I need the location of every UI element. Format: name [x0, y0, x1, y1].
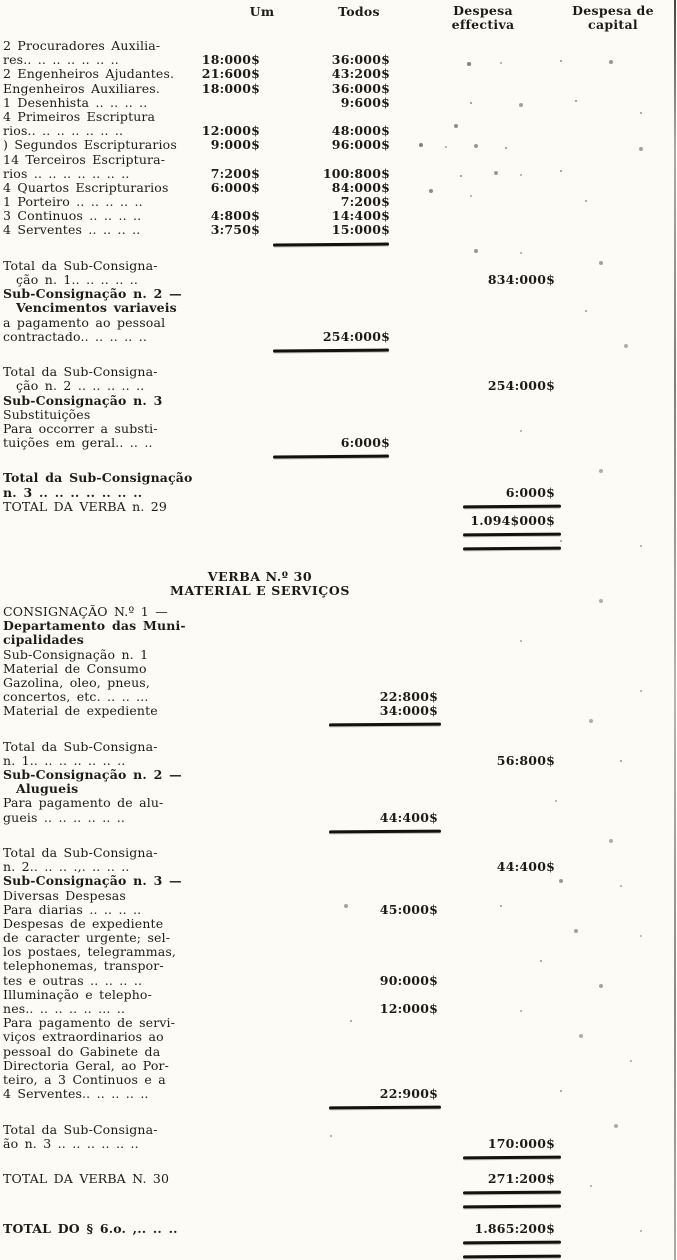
doc-line	[0, 1002, 677, 1016]
line-text: los postaes, telegrammas,	[3, 944, 177, 960]
amount-todos: 12:000$	[379, 1001, 438, 1016]
doc-line	[0, 301, 677, 315]
doc-line	[0, 365, 677, 379]
amount-todos: 36:000$	[331, 80, 390, 96]
amount-despesa-effectiva: 1.094$000$	[470, 513, 555, 528]
amount-todos: 96:000$	[331, 137, 390, 153]
doc-line	[0, 945, 677, 959]
hand-inked-rule	[329, 723, 441, 727]
line-text: TOTAL DA VERBA N. 30	[3, 1171, 170, 1187]
doc-line	[0, 124, 677, 138]
line-text: nes.. .. .. .. .. ... ..	[3, 1001, 126, 1016]
rule-line	[0, 1200, 677, 1214]
column-header-um: Um	[249, 4, 275, 19]
doc-line	[0, 570, 677, 584]
amount-todos: 6:000$	[340, 435, 390, 451]
line-text: n. 3 .. .. .. .. .. .. ..	[3, 484, 143, 500]
doc-line	[0, 379, 677, 393]
amount-todos: 22:900$	[379, 1086, 438, 1102]
scan-noise-speckles	[0, 0, 2, 2]
hand-inked-rule	[463, 1205, 561, 1209]
line-text: ção n. 2 .. .. .. .. ..	[16, 378, 145, 394]
amount-despesa-effectiva: 271:200$	[487, 1171, 555, 1187]
doc-line	[0, 96, 677, 110]
doc-line	[0, 1045, 677, 1059]
doc-line	[0, 53, 677, 67]
hand-inked-rule	[463, 547, 561, 551]
doc-line	[0, 1123, 677, 1137]
doc-line	[0, 514, 677, 528]
line-text: tuições em geral.. .. ..	[3, 435, 153, 451]
hand-inked-rule	[273, 348, 389, 352]
line-text: 2 Engenheiros Ajudantes.	[3, 66, 175, 82]
line-text: 4 Serventes.. .. .. .. ..	[3, 1086, 149, 1102]
doc-line	[0, 39, 677, 53]
amount-todos: 100:800$	[322, 165, 390, 181]
hand-inked-rule	[463, 1191, 561, 1195]
doc-line	[0, 471, 677, 485]
amount-todos: 254:000$	[322, 328, 390, 344]
line-text: TOTAL DO § 6.o. ,.. .. ..	[3, 1220, 178, 1236]
column-headers	[0, 0, 677, 38]
document-lines	[0, 39, 677, 1260]
amount-despesa-effectiva: 170:000$	[487, 1135, 555, 1151]
line-text: a pagamento ao pessoal	[3, 314, 166, 330]
hand-inked-rule	[463, 1255, 561, 1259]
doc-line	[0, 422, 677, 436]
amount-um: 7:200$	[210, 165, 260, 181]
hand-inked-rule	[463, 504, 561, 508]
hand-inked-rule	[463, 1155, 561, 1159]
amount-um: 4:800$	[210, 208, 260, 224]
amount-um: 3:750$	[210, 222, 260, 238]
doc-line	[0, 931, 677, 945]
line-text: 4 Serventes .. .. .. ..	[3, 222, 141, 238]
amount-despesa-effectiva: 254:000$	[487, 378, 555, 394]
doc-line	[0, 500, 677, 514]
line-text: Para pagamento de alu-	[3, 795, 164, 811]
line-text: Sub-Consignação n. 1	[3, 646, 149, 662]
line-text: 14 Terceiros Escriptura-	[3, 151, 166, 167]
doc-line	[0, 605, 677, 619]
line-text: Total da Sub-Consigna-	[3, 844, 158, 860]
line-text: contractado.. .. .. .. ..	[3, 328, 147, 344]
hand-inked-rule	[273, 242, 389, 246]
doc-line	[0, 209, 677, 223]
line-text: Material de Consumo	[3, 660, 147, 676]
amount-despesa-effectiva: 1.865:200$	[474, 1220, 555, 1236]
doc-line	[0, 1137, 677, 1151]
line-text: Total da Sub-Consigna-	[3, 738, 158, 754]
doc-line	[0, 1016, 677, 1030]
amount-despesa-effectiva: 44:400$	[496, 859, 555, 875]
doc-line	[0, 633, 677, 647]
hand-inked-rule	[463, 533, 561, 537]
amount-todos: 36:000$	[331, 52, 390, 68]
amount-despesa-effectiva: 834:000$	[487, 272, 555, 287]
line-text: 1 Porteiro .. .. .. .. ..	[3, 194, 143, 210]
line-text: Sub-Consignação n. 3 —	[3, 873, 182, 889]
line-text: Total da Sub-Consigna-	[3, 1121, 158, 1137]
amount-todos: 22:800$	[379, 689, 438, 705]
amount-todos: 90:000$	[379, 972, 438, 988]
doc-line	[0, 619, 677, 633]
line-text: Substituições	[3, 406, 91, 422]
line-text: ção n. 1.. .. .. .. ..	[16, 272, 139, 287]
section-heading: MATERIAL E SERVIÇOS	[170, 582, 350, 598]
doc-line	[0, 486, 677, 500]
amount-um: 18:000$	[201, 80, 260, 96]
doc-line	[0, 676, 677, 690]
doc-line	[0, 740, 677, 754]
doc-line	[0, 796, 677, 810]
column-header-todos: Todos	[338, 4, 380, 19]
line-text: 1 Desenhista .. .. .. ..	[3, 94, 148, 110]
amount-um: 12:000$	[201, 123, 260, 139]
doc-line	[0, 874, 677, 888]
rule-line	[0, 1186, 677, 1200]
amount-todos: 84:000$	[331, 179, 390, 195]
line-text: n. 1.. .. .. .. .. .. ..	[3, 752, 126, 768]
amount-todos: 9:600$	[340, 94, 390, 110]
hand-inked-rule	[463, 1240, 561, 1244]
doc-line	[0, 138, 677, 152]
doc-line	[0, 1087, 677, 1101]
line-text: Total da Sub-Consignação	[3, 470, 193, 486]
doc-line	[0, 846, 677, 860]
doc-line	[0, 394, 677, 408]
doc-line	[0, 811, 677, 825]
doc-line	[0, 273, 677, 287]
rule-line	[0, 825, 677, 839]
line-text: ão n. 3 .. .. .. .. .. ..	[3, 1135, 139, 1151]
line-text: Para pagamento de servi-	[3, 1015, 176, 1031]
doc-line	[0, 82, 677, 96]
rule-line	[0, 450, 677, 464]
doc-line	[0, 662, 677, 676]
doc-line	[0, 860, 677, 874]
line-text: Para occorrer a substi-	[3, 420, 158, 436]
doc-line	[0, 287, 677, 301]
amount-um: 21:600$	[201, 66, 260, 82]
amount-todos: 15:000$	[331, 222, 390, 238]
line-text: Sub-Consignação n. 3	[3, 392, 163, 408]
amount-um: 6:000$	[210, 179, 260, 195]
amount-um: 9:000$	[210, 137, 260, 153]
doc-line	[0, 754, 677, 768]
line-text: CONSIGNAÇÃO N.º 1 —	[3, 603, 168, 619]
line-text: 4 Quartos Escripturarios	[3, 179, 169, 195]
rule-line	[0, 718, 677, 732]
line-text: Directoria Geral, ao Por-	[3, 1057, 170, 1073]
line-text: telephonemas, transpor-	[3, 958, 164, 974]
doc-line	[0, 110, 677, 124]
doc-line	[0, 782, 677, 796]
line-text: Total da Sub-Consigna-	[3, 364, 158, 380]
doc-line	[0, 584, 677, 598]
line-text: Engenheiros Auxiliares.	[3, 80, 160, 96]
doc-line	[0, 768, 677, 782]
doc-line	[0, 223, 677, 237]
doc-line	[0, 1030, 677, 1044]
rule-line	[0, 344, 677, 358]
amount-um: 18:000$	[201, 52, 260, 68]
line-text: Sub-Consignação n. 2 —	[3, 286, 182, 302]
doc-line	[0, 316, 677, 330]
line-text: 4 Primeiros Escriptura	[3, 108, 156, 124]
rule-line	[0, 1151, 677, 1165]
rule-line	[0, 1250, 677, 1260]
amount-todos: 34:000$	[379, 703, 438, 719]
doc-line	[0, 959, 677, 973]
doc-line	[0, 1222, 677, 1236]
line-text: Para diarias .. .. .. ..	[3, 901, 142, 917]
line-text: ) Segundos Escripturarios	[3, 137, 177, 153]
doc-line	[0, 889, 677, 903]
line-text: rios.. .. .. .. .. .. ..	[3, 123, 124, 139]
doc-line	[0, 67, 677, 81]
doc-line	[0, 974, 677, 988]
amount-despesa-effectiva: 56:800$	[496, 752, 555, 768]
line-text: n. 2.. .. .. .,. .. .. ..	[3, 859, 130, 875]
line-text: 2 Procuradores Auxilia-	[3, 38, 161, 53]
amount-todos: 44:400$	[379, 809, 438, 825]
section-heading: VERBA N.º 30	[207, 568, 313, 584]
amount-todos: 14:400$	[331, 208, 390, 224]
amount-todos: 7:200$	[340, 194, 390, 210]
doc-line	[0, 181, 677, 195]
doc-line	[0, 259, 677, 273]
line-text: res.. .. .. .. .. .. ..	[3, 52, 119, 68]
rule-line	[0, 1101, 677, 1115]
line-text: Diversas Despesas	[3, 887, 126, 903]
line-text: concertos, etc. .. .. ...	[3, 689, 149, 705]
line-text: TOTAL DA VERBA n. 29	[3, 498, 168, 514]
amount-todos: 48:000$	[331, 123, 390, 139]
doc-line	[0, 1073, 677, 1087]
doc-line	[0, 704, 677, 718]
doc-line	[0, 988, 677, 1002]
rule-line	[0, 238, 677, 252]
amount-despesa-effectiva: 6:000$	[505, 484, 555, 500]
doc-line	[0, 330, 677, 344]
line-text: Total da Sub-Consigna-	[3, 257, 158, 273]
rule-line	[0, 1236, 677, 1250]
line-text: 3 Continuos .. .. .. ..	[3, 208, 142, 224]
line-text: Illuminação e telepho-	[3, 986, 152, 1002]
line-text: Despesas de expediente	[3, 915, 164, 931]
rule-line	[0, 528, 677, 542]
column-header-despesa-effectiva: Despesa effectiva	[451, 3, 515, 32]
doc-line	[0, 1172, 677, 1186]
line-text: Material de expediente	[3, 703, 158, 719]
doc-line	[0, 195, 677, 209]
line-text: Gazolina, oleo, pneus,	[3, 674, 150, 690]
line-text: teiro, a 3 Continuos e a	[3, 1071, 166, 1087]
line-text: rios .. .. .. .. .. .. ..	[3, 165, 130, 181]
doc-line	[0, 1059, 677, 1073]
line-text: Sub-Consignação n. 2 —	[3, 767, 182, 782]
doc-line	[0, 648, 677, 662]
doc-line	[0, 690, 677, 704]
amount-todos: 43:200$	[331, 66, 390, 82]
column-header-despesa-de-capital: Despesa de capital	[572, 3, 654, 32]
hand-inked-rule	[329, 1106, 441, 1110]
line-text: gueis .. .. .. .. .. ..	[3, 809, 126, 825]
line-text: pessoal do Gabinete da	[3, 1043, 161, 1059]
doc-line	[0, 167, 677, 181]
line-text: viços extraordinarios ao	[3, 1029, 164, 1045]
doc-line	[0, 436, 677, 450]
rule-line	[0, 542, 677, 556]
line-text: cipalidades	[3, 632, 84, 648]
doc-line	[0, 408, 677, 422]
hand-inked-rule	[329, 829, 441, 833]
hand-inked-rule	[273, 455, 389, 459]
doc-line	[0, 903, 677, 917]
line-text: Vencimentos variaveis	[16, 300, 177, 316]
line-text: tes e outras .. .. .. ..	[3, 972, 143, 988]
amount-todos: 45:000$	[379, 901, 438, 917]
line-text: Departamento das Muni-	[3, 618, 186, 634]
doc-line	[0, 917, 677, 931]
doc-line	[0, 153, 677, 167]
line-text: de caracter urgente; sel-	[3, 930, 171, 946]
line-text: Alugueis	[16, 781, 79, 797]
page-edge-line	[674, 0, 676, 1260]
